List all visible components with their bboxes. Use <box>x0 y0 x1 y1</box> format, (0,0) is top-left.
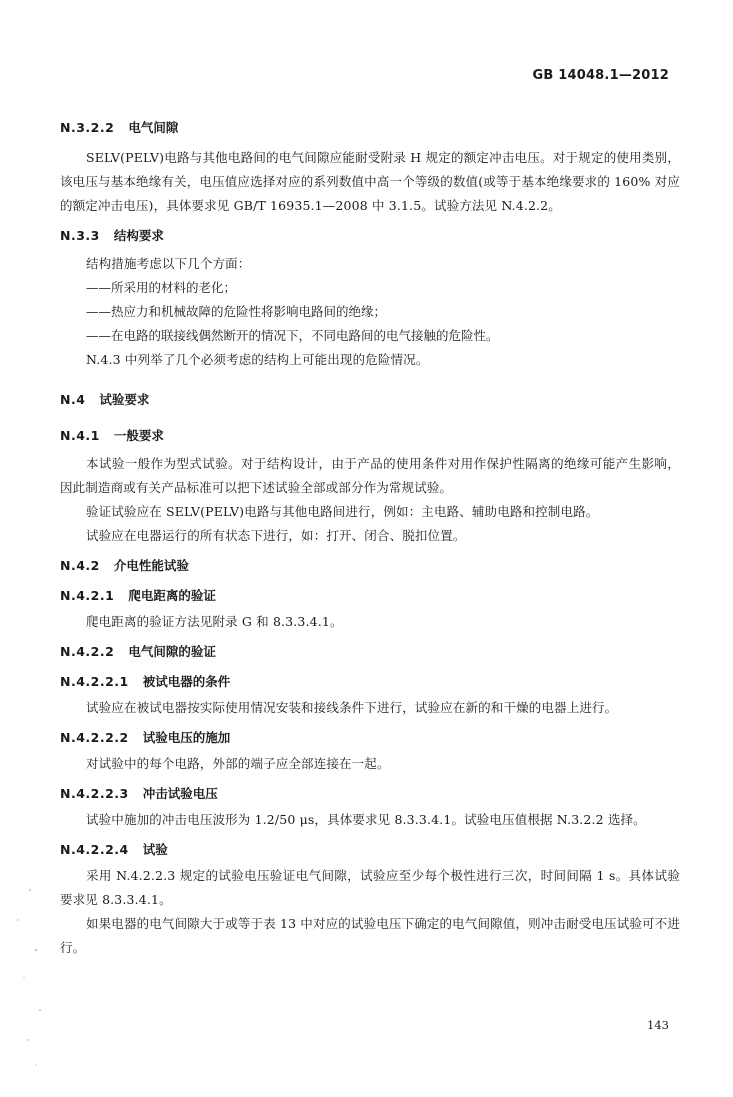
paragraph: SELV(PELV)电路与其他电路间的电气间隙应能耐受附录 H 规定的额定冲击电压。对于规定的使用类别，该电压与基本绝缘有关，电压值应选择对应的系列数值中高一个等级的数值(或等于基本绝缘要求的 160% 对应的额定冲击电压)，具体要求见 GB/T 16935.1—2008 中 3.1.5。试验方法见 N.4.2.2。 <box>60 150 680 213</box>
paragraph: 试验应在电器运行的所有状态下进行，如：打开、闭合、脱扣位置。 <box>86 528 466 543</box>
paragraph: 结构措施考虑以下几个方面： <box>86 256 251 271</box>
list-item: ——热应力和机械故障的危险性将影响电路间的绝缘； <box>86 304 387 319</box>
standard-number: GB 14048.1—2012 <box>532 68 669 83</box>
section-heading-n4 <box>60 390 680 408</box>
section-heading-n322 <box>60 118 680 136</box>
section-title: 试验 <box>142 842 168 857</box>
section-number: N.4.2.2.2 <box>60 730 129 745</box>
section-title: 爬电距离的验证 <box>128 588 216 603</box>
section-title: 一般要求 <box>113 428 164 443</box>
scan-specks-decoration <box>0 880 60 1080</box>
section-heading-n33 <box>60 226 680 244</box>
section-title: 介电性能试验 <box>113 558 189 573</box>
paragraph: 本试验一般作为型式试验。对于结构设计，由于产品的使用条件对用作保护性隔离的绝缘可能产生影响，因此制造商或有关产品标准可以把下述试验全部或部分作为常规试验。 <box>60 456 680 495</box>
section-title: 试验要求 <box>99 392 150 407</box>
section-heading-n4224 <box>60 840 680 858</box>
section-heading-n422 <box>60 642 680 660</box>
section-title: 被试电器的条件 <box>142 674 231 689</box>
paragraph: 试验中施加的冲击电压波形为 1.2/50 μs，具体要求见 8.3.3.4.1。试验电压值根据 N.3.2.2 选择。 <box>86 812 646 827</box>
section-heading-n4223 <box>60 784 680 802</box>
section-title: 试验电压的施加 <box>142 730 231 745</box>
paragraph: 如果电器的电气间隙大于或等于表 13 中对应的试验电压下确定的电气间隙值，则冲击耐受电压试验可不进行。 <box>60 916 680 955</box>
section-number: N.4 <box>60 392 86 407</box>
section-number: N.3.3 <box>60 228 100 243</box>
section-number: N.4.2.2.1 <box>60 674 129 689</box>
paragraph: 验证试验应在 SELV(PELV)电路与其他电路间进行，例如：主电路、辅助电路和控制电路。 <box>86 504 599 519</box>
section-number: N.4.2.2 <box>60 644 115 659</box>
page-content <box>60 118 680 960</box>
paragraph: N.4.3 中列举了几个必须考虑的结构上可能出现的危险情况。 <box>86 352 429 367</box>
section-title: 结构要求 <box>113 228 164 243</box>
list-item: ——在电路的联接线偶然断开的情况下，不同电路间的电气接触的危险性。 <box>86 328 499 343</box>
paragraph: 试验应在被试电器按实际使用情况安装和接线条件下进行，试验应在新的和干燥的电器上进行。 <box>86 700 618 715</box>
section-title: 冲击试验电压 <box>142 786 218 801</box>
section-title: 电气间隙的验证 <box>128 644 216 659</box>
section-heading-n41 <box>60 426 680 444</box>
section-number: N.4.1 <box>60 428 100 443</box>
section-heading-n4222 <box>60 728 680 746</box>
section-number: N.4.2.1 <box>60 588 115 603</box>
paragraph: 爬电距离的验证方法见附录 G 和 8.3.3.4.1。 <box>86 614 343 629</box>
page-number: 143 <box>647 1018 669 1032</box>
section-heading-n42 <box>60 556 680 574</box>
section-heading-n4221 <box>60 672 680 690</box>
section-number: N.4.2 <box>60 558 100 573</box>
section-number: N.4.2.2.3 <box>60 786 129 801</box>
paragraph: 对试验中的每个电路，外部的端子应全部连接在一起。 <box>86 756 390 771</box>
paragraph: 采用 N.4.2.2.3 规定的试验电压验证电气间隙，试验应至少每个极性进行三次，时间间隔 1 s。具体试验要求见 8.3.3.4.1。 <box>60 868 680 907</box>
section-title: 电气间隙 <box>128 120 179 135</box>
section-number: N.4.2.2.4 <box>60 842 129 857</box>
section-number: N.3.2.2 <box>60 120 115 135</box>
section-heading-n421 <box>60 586 680 604</box>
list-item: ——所采用的材料的老化； <box>86 280 237 295</box>
